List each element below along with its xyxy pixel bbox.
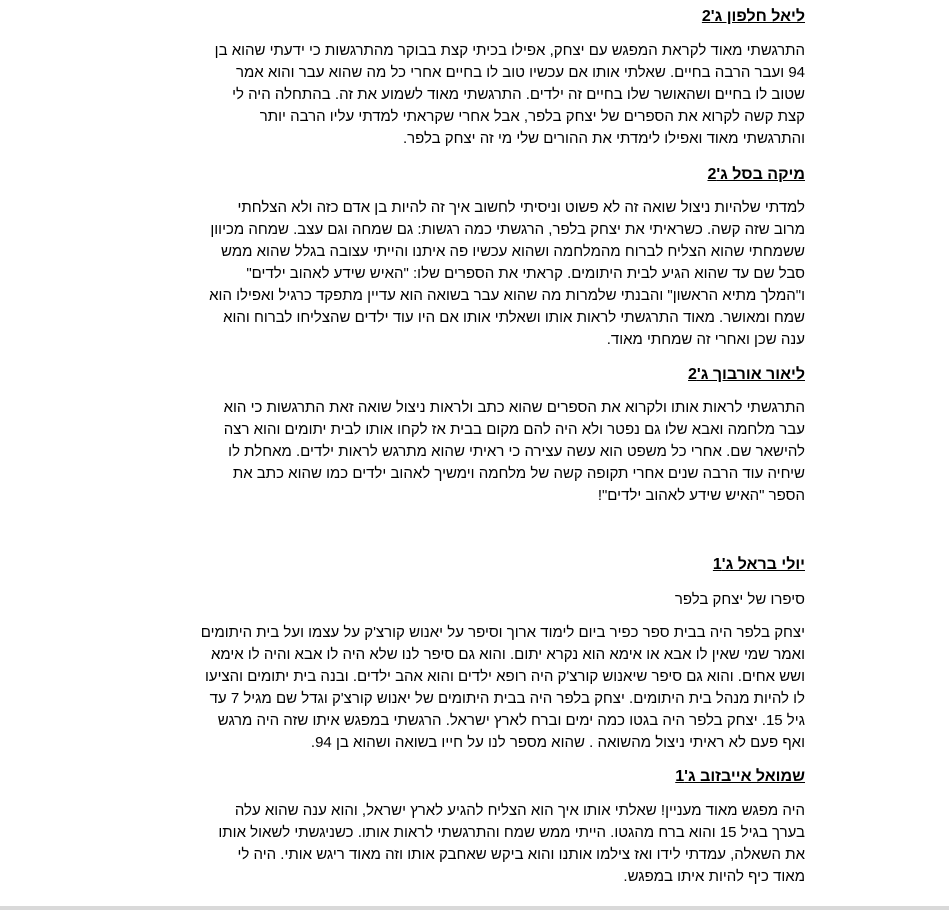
- text-line: התרגשתי מאוד לקראת המפגש עם יצחק, אפילו בכיתי קצת בבוקר מהתרגשות כי ידעתי שהוא בן: [214, 42, 805, 59]
- text-line: 94 ועבר הרבה בחיים. שאלתי אותו אם עכשיו טוב לו בחיים אחרי כל מה שהוא עבר והוא אמר: [235, 64, 805, 81]
- text-line: סבל שם עד שהוא הגיע לבית היתומים. קראתי את הספרים שלו: "האיש שידע לאהוב ילדים": [246, 265, 805, 282]
- text-line: ושש אחים. והוא גם סיפר שיאנוש קורצ'ק היה רופא ילדים והוא אהב ילדים. ובנה בית יתומים והציעו: [204, 668, 805, 685]
- text-line: שטוב לו בחיים ושהאושר שלו בחיים זה ילדים. התרגשתי מאוד לשמוע את זה. בהתחלה היה לי: [232, 86, 805, 103]
- entry-heading: שמואל אייבזוב ג'1: [675, 768, 805, 785]
- text-line: להישאר שם. אחרי כל משפט הוא עשה עצירה כי ראיתי שהוא מתרגש לראות ילדים. מאחלת לו: [228, 443, 805, 460]
- entry-text: [145, 397, 805, 507]
- text-line: למדתי שלהיות ניצול שואה זה לא פשוט וניסיתי לחשוב איך זה להיות בן אדם כזה ולא הצלחתי: [237, 199, 805, 216]
- text-line: מאוד כיף להיות איתו במפגש.: [623, 868, 805, 885]
- text-line: והתרגשתי מאוד ואפילו לימדתי את ההורים שלי מי זה יצחק בלפר.: [402, 130, 805, 147]
- text-line: שמח ומאושר. מאוד התרגשתי לראות אותו ושאלתי אותו אם היו עוד ילדים שהצליחו לברוח והוא: [223, 309, 805, 326]
- entry-heading: יולי בראל ג'1: [712, 556, 805, 573]
- text-line: יצחק בלפר היה בבית ספר כפיר ביום לימוד ארוך וסיפר על יאנוש קורצ'ק על עצמו ועל בית היתומים: [200, 624, 805, 641]
- text-line: היה מפגש מאוד מעניין! שאלתי אותו איך הוא הצליח להגיע לארץ ישראל, והוא ענה שהוא עלה: [234, 802, 805, 819]
- text-line: לו להיות מנהל בית היתומים. יצחק בלפר היה בבית היתומים של יאנוש קורצ'ק וגדל שם מגיל 7 עד: [209, 690, 805, 707]
- text-line: קצת קשה לקרוא את הספרים של יצחק בלפר, אבל אחרי שקראתי למדתי עליו הרבה יותר: [259, 108, 805, 125]
- text-line: ו"המלך מתיא הראשון" והבנתי שלמרות מה שהוא עבר בשואה הוא עדיין מתפקד כרגיל ואפילו הוא: [209, 287, 805, 304]
- text-line: שיחיה עוד הרבה שנים אחרי תקופה קשה של מלחמה וימשיך לאהוב ילדים כמו שהוא כתב את: [232, 465, 805, 482]
- text-line: התרגשתי לראות אותו ולקרוא את הספרים שהוא כתב ולראות ניצול שואה זאת התרגשות כי הוא: [223, 399, 805, 416]
- text-line: ענה שכן ואחרי זה שמחתי מאוד.: [606, 331, 805, 348]
- entry-text: [145, 40, 805, 150]
- text-line: גיל 15. יצחק בלפר היה בגטו כמה ימים וברח לארץ ישראל. הרגשתי במפגש איתו שזה היה מרגש: [217, 712, 805, 729]
- entry-text: [145, 622, 805, 754]
- text-line: בערך בגיל 15 והוא ברח מהגטו. הייתי ממש שמח והתרגשתי לראות אותו. כשניגשתי לשאול אותו: [218, 824, 805, 841]
- text-line: ואף פעם לא ראיתי ניצול מהשואה . שהוא מספר לנו על חייו בשואה ושהוא בן 94.: [310, 734, 805, 751]
- text-line: את השאלה, עמדתי לידו ואז צילמו אותנו והוא ביקש שאחבק אותו וזה מאוד ריגש אותי. היה לי: [237, 846, 805, 863]
- text-line: עבר מלחמה ואבא שלו גם נפטר ולא היה להם מקום בבית אז לקחו אותו לבית יתומים והוא רצה: [223, 421, 805, 438]
- text-line: הספר "האיש שידע לאהוב ילדים"!: [597, 487, 805, 504]
- entry-heading: ליאל חלפון ג'2: [701, 8, 805, 25]
- entry-heading: ליאור אורבוך ג'2: [688, 366, 805, 383]
- entry-text: [145, 800, 805, 888]
- entry-text: [145, 197, 805, 351]
- entry-subtitle: סיפרו של יצחק בלפר: [674, 591, 805, 608]
- page-bottom-edge: [0, 906, 949, 910]
- text-line: ואמר שמי שאין לו אבא או אימא הוא נקרא יתום. והוא גם סיפר לנו שלא היה לו אבא והיה לו אימא: [210, 646, 805, 663]
- text-line: מרוב שזה קשה. כשראיתי את יצחק בלפר, הרגשתי כמה רגשות: גם שמחה וגם עצב. שמחה מכיוון: [210, 221, 805, 238]
- text-line: ששמחתי שהוא הצליח לברוח מהמלחמה ושהוא עכשיו פה איתנו והייתי עצובה בגלל שהוא ממש: [221, 243, 805, 260]
- entry-heading: מיקה בסל ג'2: [707, 166, 805, 183]
